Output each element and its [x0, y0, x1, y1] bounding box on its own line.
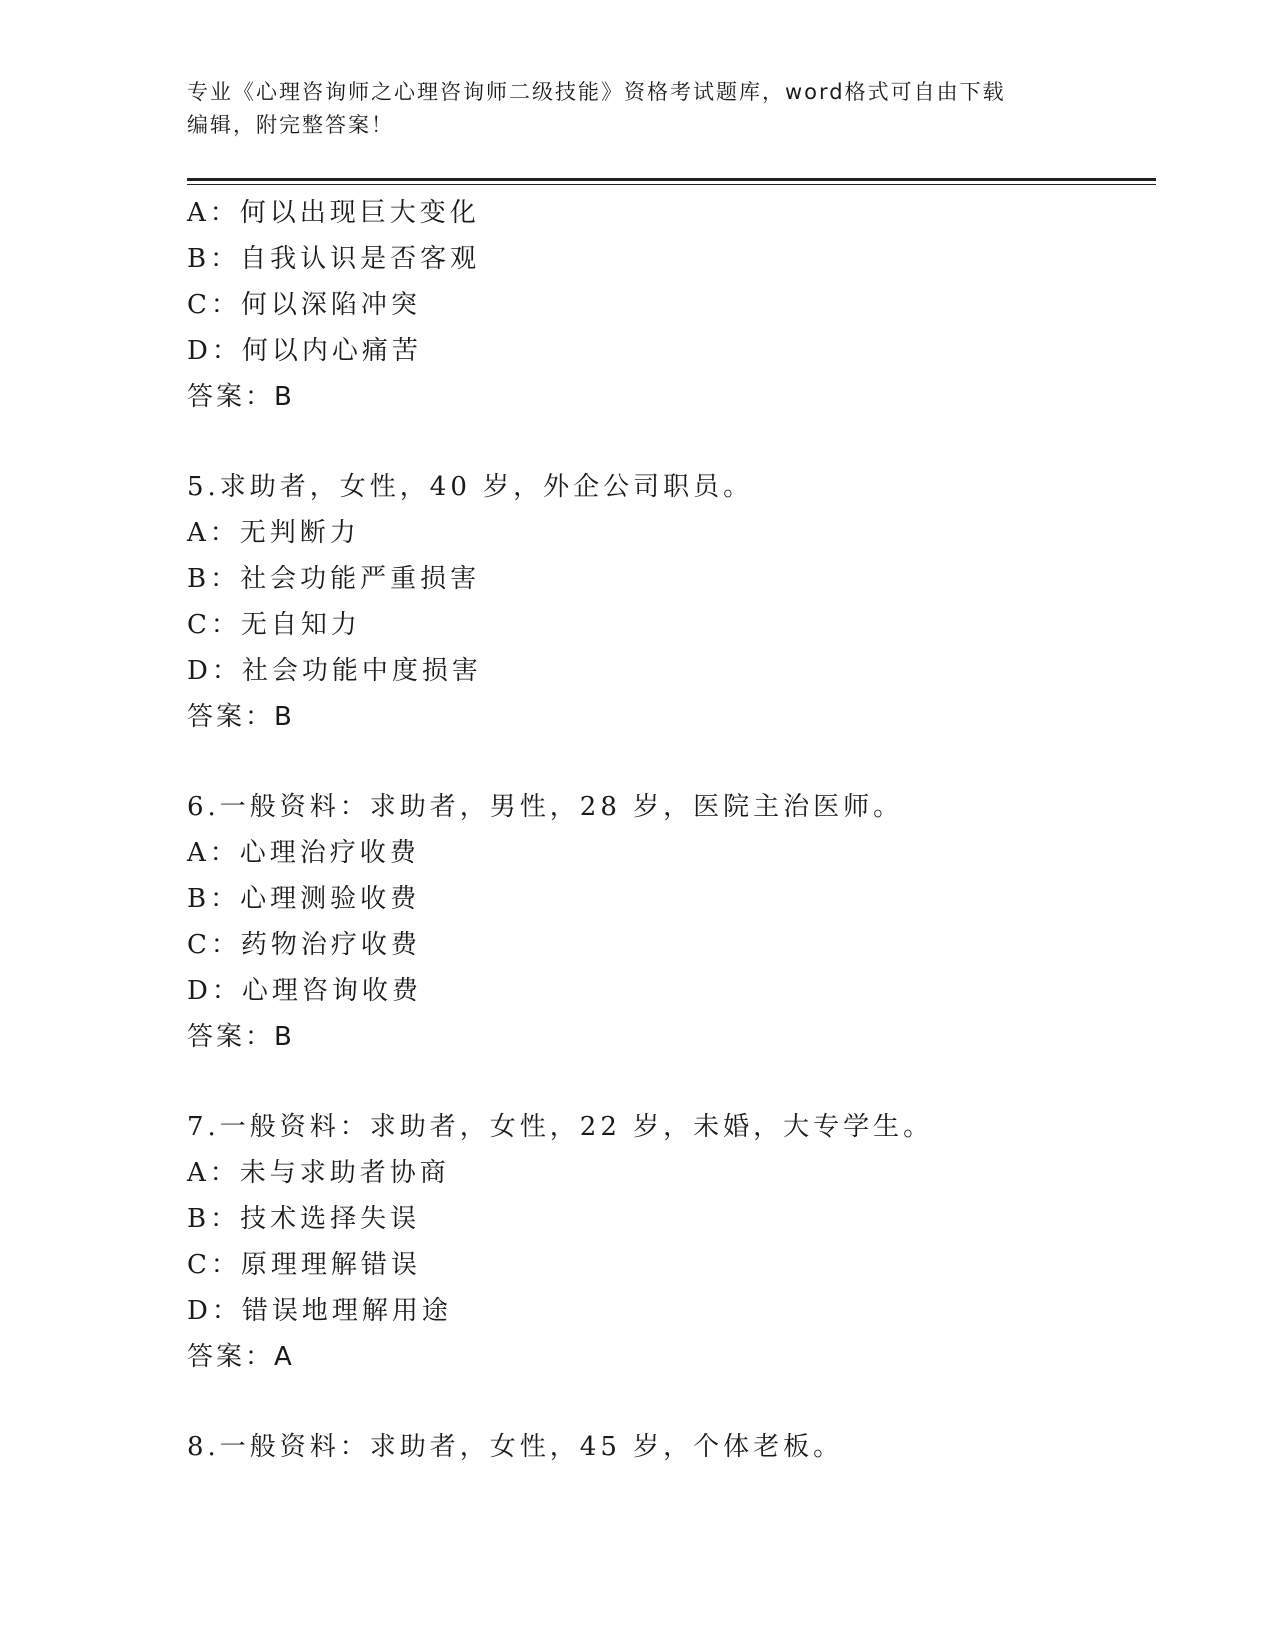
- option-a: A：无判断力: [187, 518, 360, 548]
- question-stem: 7.一般资料：求助者，女性，22 岁，未婚，大专学生。: [187, 1112, 934, 1142]
- option-a: A：何以出现巨大变化: [187, 198, 480, 228]
- question-block-6: [187, 784, 1147, 1060]
- question-stem: 5.求助者，女性，40 岁，外企公司职员。: [187, 472, 754, 502]
- answer-line: 答案：A: [187, 1342, 295, 1372]
- document-header: [187, 76, 1087, 142]
- header-divider-thin: [187, 184, 1156, 185]
- option-c: C：无自知力: [187, 610, 361, 640]
- option-c: C：原理理解错误: [187, 1250, 421, 1280]
- option-b: B：社会功能严重损害: [187, 564, 481, 594]
- question-stem: 6.一般资料：求助者，男性，28 岁，医院主治医师。: [187, 792, 904, 822]
- option-d: D：何以内心痛苦: [187, 336, 422, 366]
- question-list: [187, 190, 1147, 1470]
- option-b: B：技术选择失误: [187, 1204, 421, 1234]
- option-b: B：自我认识是否客观: [187, 244, 481, 274]
- answer-line: 答案：B: [187, 1022, 295, 1052]
- option-c: C：何以深陷冲突: [187, 290, 421, 320]
- option-a: A：未与求助者协商: [187, 1158, 450, 1188]
- option-d: D：心理咨询收费: [187, 976, 422, 1006]
- option-b: B：心理测验收费: [187, 884, 421, 914]
- question-block-4: [187, 190, 1147, 420]
- option-a: A：心理治疗收费: [187, 838, 420, 868]
- header-divider-thick: [187, 178, 1156, 181]
- header-line-2: 编辑，附完整答案！: [187, 113, 394, 137]
- option-c: C：药物治疗收费: [187, 930, 421, 960]
- question-block-5: [187, 464, 1147, 740]
- option-d: D：错误地理解用途: [187, 1296, 452, 1326]
- question-block-7: [187, 1104, 1147, 1380]
- answer-line: 答案：B: [187, 382, 295, 412]
- header-line-1: 专业《心理咨询师之心理咨询师二级技能》资格考试题库，word格式可自由下载: [187, 80, 1006, 104]
- question-stem: 8.一般资料：求助者，女性，45 岁，个体老板。: [187, 1432, 844, 1462]
- question-block-8: [187, 1424, 1147, 1470]
- option-d: D：社会功能中度损害: [187, 656, 482, 686]
- answer-line: 答案：B: [187, 702, 295, 732]
